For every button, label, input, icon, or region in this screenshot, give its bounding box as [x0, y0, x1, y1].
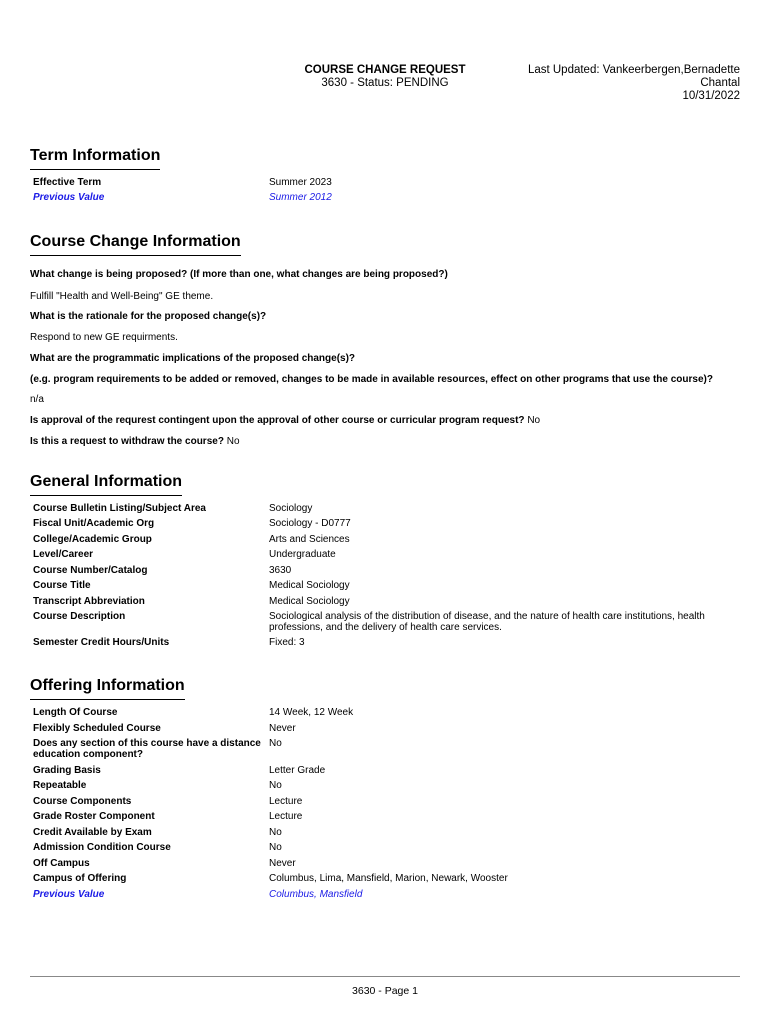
offering-row-value: No	[269, 842, 282, 853]
course-change-heading: Course Change Information	[30, 232, 241, 256]
general-information-heading: General Information	[30, 472, 182, 496]
general-row-label: Semester Credit Hours/Units	[33, 637, 170, 648]
general-row-label: Course Title	[33, 580, 91, 591]
general-row-value: Arts and Sciences	[269, 534, 350, 545]
offering-row-label: Grading Basis	[33, 765, 101, 776]
offering-row-value: 14 Week, 12 Week	[269, 707, 354, 718]
offering-row-label: Grade Roster Component	[33, 811, 155, 822]
question-rationale: What is the rationale for the proposed change(s)?	[30, 311, 267, 322]
offering-row-label: Does any section of this course have a distance education component?	[33, 738, 261, 760]
offering-row-label: Course Components	[33, 796, 132, 807]
question-contingent: Is approval of the requrest contingent upon the approval of other course or curricular program request? No	[30, 415, 541, 426]
answer-rationale: Respond to new GE requirments.	[30, 332, 178, 343]
document-status: 3630 - Status: PENDING	[321, 77, 449, 89]
offering-row-label: Repeatable	[33, 780, 87, 791]
answer-proposed-change: Fulfill "Health and Well-Being" GE theme.	[30, 291, 214, 302]
general-row-label: Fiscal Unit/Academic Org	[33, 518, 155, 529]
course-description-value: Sociological analysis of the distribution of disease, and the nature of health care institutions, health professions, and the delivery of health care services.	[269, 611, 705, 633]
general-row-value: Sociology - D0777	[269, 518, 351, 529]
page-number: 3630 - Page 1	[352, 985, 418, 997]
last-updated-date: 10/31/2022	[682, 90, 740, 102]
offering-row-value: No	[269, 827, 282, 838]
general-row-value: Sociology	[269, 503, 313, 514]
last-updated-by-cont: Chantal	[700, 77, 740, 89]
question-implications: What are the programmatic implications of the proposed change(s)?	[30, 353, 356, 364]
offering-row-label: Campus of Offering	[33, 873, 127, 884]
offering-row-label: Off Campus	[33, 858, 90, 869]
answer-implications: n/a	[30, 394, 44, 405]
offering-row-value: No	[269, 738, 282, 749]
general-row-value: Medical Sociology	[269, 596, 350, 607]
offering-row-label: Flexibly Scheduled Course	[33, 723, 161, 734]
offering-row-value: No	[269, 780, 282, 791]
question-proposed-change: What change is being proposed? (If more than one, what changes are being proposed?)	[30, 269, 448, 280]
effective-term-value: Summer 2023	[269, 177, 332, 188]
general-row-label: Transcript Abbreviation	[33, 596, 145, 607]
offering-information-heading: Offering Information	[30, 676, 185, 700]
general-row-value: Medical Sociology	[269, 580, 350, 591]
offering-row-value: Lecture	[269, 796, 303, 807]
answer-withdraw: No	[226, 436, 240, 447]
general-row-value: 3630	[269, 565, 292, 576]
question-implications-detail: (e.g. program requirements to be added or removed, changes to be made in available resources, effect on other programs that use the course)?	[30, 374, 713, 385]
general-row-label: Level/Career	[33, 549, 94, 560]
previous-value: Columbus, Mansfield	[269, 889, 363, 900]
offering-row-value: Never	[269, 858, 296, 869]
general-row-label: Course Description	[33, 611, 126, 622]
offering-row-label: Length Of Course	[33, 707, 118, 718]
last-updated-by: Last Updated: Vankeerbergen,Bernadette	[527, 64, 740, 76]
general-row-label: Course Bulletin Listing/Subject Area	[33, 503, 206, 514]
general-row-label: Course Number/Catalog	[33, 565, 148, 576]
offering-row-value: Never	[269, 723, 296, 734]
previous-value-label: Previous Value	[33, 192, 105, 203]
general-row-value: Undergraduate	[269, 549, 336, 560]
footer-divider	[30, 976, 740, 977]
general-row-value: Fixed: 3	[269, 637, 305, 648]
effective-term-label: Effective Term	[33, 177, 102, 188]
offering-row-value: Lecture	[269, 811, 303, 822]
last-updated-block	[440, 64, 740, 103]
document-title: COURSE CHANGE REQUEST	[304, 64, 466, 76]
previous-value-label: Previous Value	[33, 889, 105, 900]
previous-value: Summer 2012	[269, 192, 332, 203]
general-row-label: College/Academic Group	[33, 534, 152, 545]
question-withdraw: Is this a request to withdraw the course? No	[30, 436, 240, 447]
offering-row-label: Admission Condition Course	[33, 842, 171, 853]
offering-row-value: Letter Grade	[269, 765, 326, 776]
term-information-heading: Term Information	[30, 146, 160, 170]
offering-row-value: Columbus, Lima, Mansfield, Marion, Newark, Wooster	[269, 873, 508, 884]
offering-row-label: Credit Available by Exam	[33, 827, 152, 838]
answer-contingent: No	[527, 415, 541, 426]
